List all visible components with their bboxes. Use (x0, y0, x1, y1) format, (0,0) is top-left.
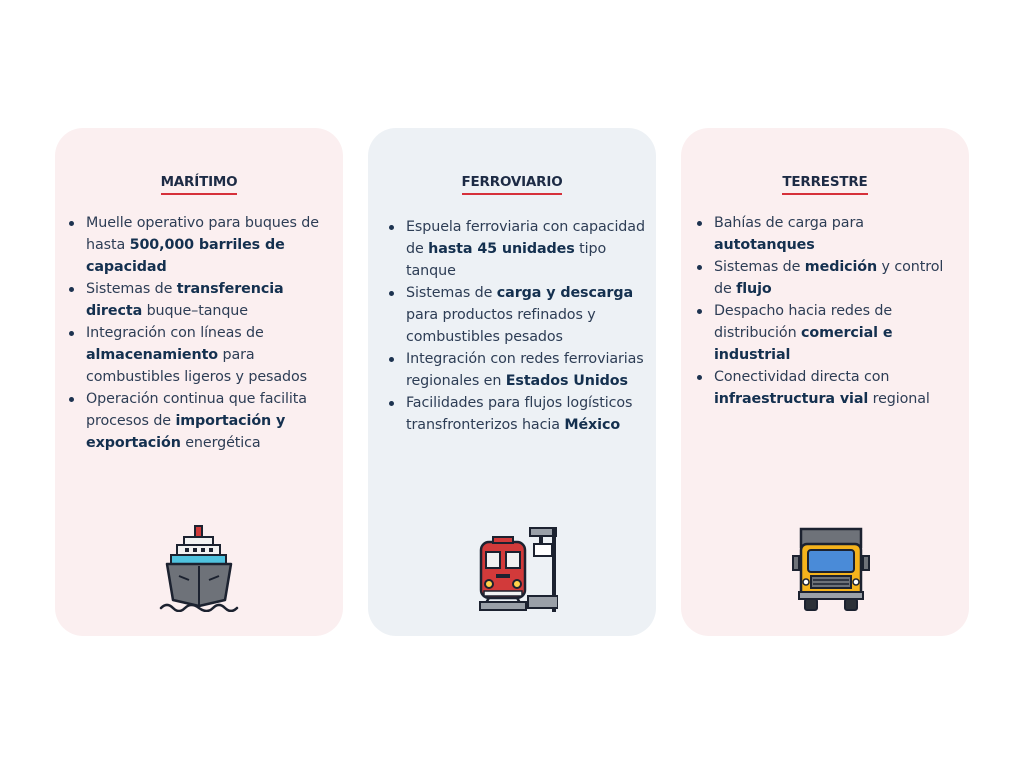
card-terrestre (681, 128, 969, 636)
bullet-dot (69, 331, 74, 336)
train-icon (476, 522, 558, 612)
bullet-dot (389, 357, 394, 362)
feature-highlight: transferencia directa (86, 281, 284, 319)
feature-highlight: flujo (736, 281, 772, 297)
feature-text: buque–tanque (142, 303, 248, 319)
bullet-dot (697, 309, 702, 314)
feature-highlight: carga y descarga (496, 285, 634, 301)
card-title-text: MARÍTIMO (161, 174, 238, 195)
feature-highlight: comercial e industrial (714, 325, 893, 363)
feature-highlight: hasta 45 unidades (428, 241, 575, 257)
feature-text: Sistemas de (714, 259, 805, 275)
feature-list (67, 212, 335, 454)
ship-icon (159, 522, 239, 612)
feature-text: Espuela ferroviaria con capacidad de (406, 219, 645, 257)
bullet-dot (69, 397, 74, 402)
card-title-text: FERROVIARIO (462, 174, 563, 195)
feature-highlight: almacenamiento (86, 347, 219, 363)
feature-item (695, 300, 965, 366)
feature-item (695, 212, 965, 256)
card-title-terrestre (681, 174, 969, 195)
feature-item (387, 348, 653, 392)
feature-text: Despacho hacia redes de distribución (714, 303, 893, 341)
feature-item (695, 256, 965, 300)
feature-list (387, 216, 653, 436)
card-title-ferroviario (368, 174, 656, 195)
feature-item (67, 388, 335, 454)
bullet-dot (697, 221, 702, 226)
feature-list (695, 212, 965, 410)
card-maritimo (55, 128, 343, 636)
feature-text: Muelle operativo para buques de hasta (86, 215, 319, 253)
bullet-dot (389, 291, 394, 296)
card-title-maritimo (55, 174, 343, 195)
feature-highlight: autotanques (714, 237, 815, 253)
feature-text: Operación continua que facilita procesos de (86, 391, 307, 429)
feature-highlight: México (564, 417, 621, 433)
truck-icon (791, 526, 871, 612)
feature-item (695, 366, 965, 410)
feature-text: y control de (714, 259, 944, 297)
bullet-dot (69, 221, 74, 226)
feature-highlight: medición (804, 259, 878, 275)
feature-item (67, 278, 335, 322)
feature-item (387, 216, 653, 282)
feature-highlight: Estados Unidos (505, 373, 628, 389)
feature-text: regional (868, 391, 930, 407)
feature-highlight: importación y exportación (86, 413, 286, 451)
feature-text: Bahías de carga para (714, 215, 864, 231)
feature-text: Sistemas de (406, 285, 497, 301)
feature-highlight: 500,000 barriles de capacidad (86, 237, 285, 275)
feature-text: tipo tanque (406, 241, 607, 279)
bullet-dot (697, 375, 702, 380)
feature-text: Integración con redes ferroviarias regionales en (406, 351, 644, 389)
feature-item (67, 212, 335, 278)
feature-item (387, 392, 653, 436)
feature-text: energética (180, 435, 261, 451)
bullet-dot (697, 265, 702, 270)
feature-text: Sistemas de (86, 281, 177, 297)
feature-text: para combustibles ligeros y pesados (86, 347, 308, 385)
feature-text: Integración con líneas de (86, 325, 264, 341)
bullet-dot (69, 287, 74, 292)
bullet-dot (389, 225, 394, 230)
feature-highlight: infraestructura vial (714, 391, 869, 407)
bullet-dot (389, 401, 394, 406)
feature-text: para productos refinados y combustibles pesados (406, 307, 596, 345)
feature-item (67, 322, 335, 388)
feature-item (387, 282, 653, 348)
card-title-text: TERRESTRE (782, 174, 867, 195)
feature-text: Facilidades para flujos logísticos transfronterizos hacia (406, 395, 633, 433)
feature-text: Conectividad directa con (714, 369, 890, 385)
card-ferroviario (368, 128, 656, 636)
